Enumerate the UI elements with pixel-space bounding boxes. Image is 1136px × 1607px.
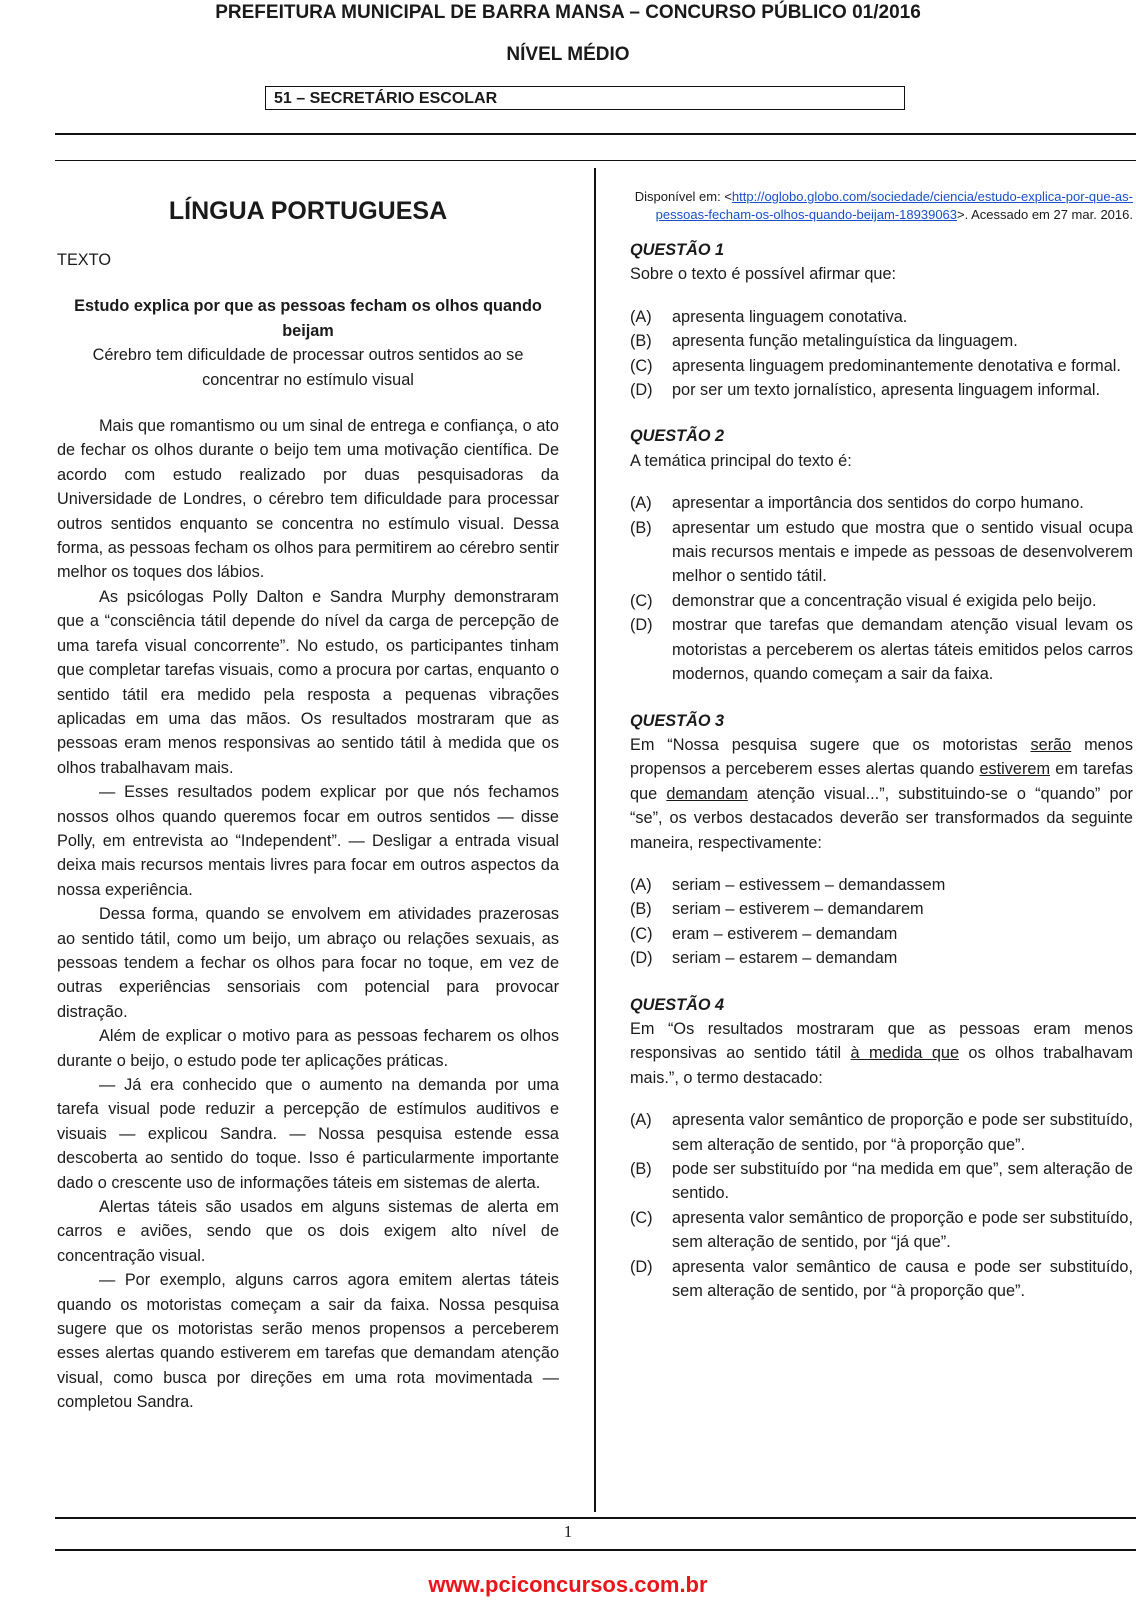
option-b[interactable]: (B) seriam – estiverem – demandarem [630, 900, 924, 919]
option-b[interactable]: (B) apresenta função metalinguística da linguagem. [630, 332, 1018, 351]
option-a[interactable]: (A) seriam – estivessem – demandassem [630, 875, 946, 894]
option-a[interactable]: (A) apresentar a importância dos sentidos do corpo humano. [630, 494, 1084, 513]
question-stem: Em “Nossa pesquisa sugere que os motoristas serão menos propensos a perceberem esses alertas quando estiverem em tarefas que demandam atenção visual...”, substituindo-se o “quando” por “se”, os verbos destacados deverão ser transformados da seguinte maneira, respectivamente: [630, 735, 1133, 852]
underlined-verb: serão [1030, 735, 1072, 754]
header-rule-bottom [55, 160, 1136, 161]
underlined-verb: demandam [666, 784, 748, 803]
article-paragraph: Mais que romantismo ou um sinal de entrega e confiança, o ato de fechar os olhos durante o beijo tem uma motivação científica. De acordo com estudo realizado por duas pesquisadoras da Universidade de Londres, o cérebro tem dificuldade para processar outros sentidos enquanto se concentra no estímulo visual. Dessa forma, as pessoas fecham os olhos para permitirem ao cérebro sentir melhor os toques dos lábios. [57, 417, 559, 582]
left-column [57, 190, 559, 1415]
header-rule-top [55, 133, 1136, 135]
question-3 [630, 709, 1133, 971]
question-stem: Em “Os resultados mostraram que as pessoas eram menos responsivas ao sentido tátil à medida que os olhos trabalhavam mais.”, o termo destacado: [630, 1019, 1133, 1087]
article-subtitle: Cérebro tem dificuldade de processar outros sentidos ao se concentrar no estímulo visual [92, 346, 524, 389]
article-title: Estudo explica por que as pessoas fecham os olhos quando beijam [74, 297, 542, 340]
question-4 [630, 993, 1133, 1304]
texto-label: TEXTO [57, 251, 111, 269]
option-a[interactable]: (A) apresenta linguagem conotativa. [630, 307, 908, 326]
question-1 [630, 238, 1133, 402]
article-paragraph: As psicólogas Polly Dalton e Sandra Murphy demonstraram que a “consciência tátil depende do nível da carga de percepção de uma tarefa visual concorrente”. No estudo, os participantes tinham que completar tarefas visuais, como a procura por cartas, enquanto o sentido tátil era medido pela resposta a pequenas vibrações aplicadas em uma das mãos. Os resultados mostraram que as pessoas eram menos responsivas ao sentido tátil à medida que os olhos trabalhavam mais. [57, 587, 559, 777]
option-c[interactable]: (C) eram – estiverem – demandam [630, 924, 898, 943]
exam-level: NÍVEL MÉDIO [506, 44, 630, 65]
footer-rule-top [55, 1517, 1136, 1519]
question-title: QUESTÃO 3 [630, 711, 725, 730]
question-title: QUESTÃO 4 [630, 995, 725, 1014]
question-title: QUESTÃO 2 [630, 427, 725, 446]
option-b[interactable]: (B) apresentar um estudo que mostra que o sentido visual ocupa mais recursos mentais e impede as pessoas de desenvolverem melhor o sentido tátil. [630, 518, 1133, 586]
source-suffix: >. Acessado em 27 mar. 2016. [957, 207, 1133, 222]
page-number: 1 [563, 1522, 573, 1541]
underlined-term: à medida que [850, 1044, 959, 1063]
option-b[interactable]: (B) pode ser substituído por “na medida em que”, sem alteração de sentido. [630, 1160, 1133, 1203]
article-paragraph: Além de explicar o motivo para as pessoas fecharem os olhos durante o beijo, o estudo pode ter aplicações práticas. [57, 1027, 559, 1070]
option-d[interactable]: (D) apresenta valor semântico de causa e pode ser substituído, sem alteração de sentido, por “à proporção que”. [630, 1257, 1133, 1301]
source-link[interactable]: http://oglobo.globo.com/sociedade/ciencia/estudo-explica-por-que-as-pessoas-fecham-os-olhos-quando-beijam-18939063 [655, 189, 1133, 222]
option-c[interactable]: (C) apresenta linguagem predominantemente denotativa e formal. [630, 356, 1121, 375]
article-paragraph: — Já era conhecido que o aumento na demanda por uma tarefa visual pode reduzir a percepção de estímulos auditivos e visuais — explicou Sandra. — Nossa pesquisa estende essa descoberta ao sentido do toque. Isso é particularmente importante dado o crescente uso de informações táteis em sistemas de alerta. [57, 1076, 559, 1192]
option-d[interactable]: (D) por ser um texto jornalístico, apresenta linguagem informal. [630, 381, 1101, 400]
article-paragraph: Dessa forma, quando se envolvem em atividades prazerosas ao sentido tátil, como um beijo, um abraço ou relações sexuais, as pessoas tendem a fechar os olhos para focar no toque, em vez de outras experiências sensoriais com potencial para provocar distração. [57, 905, 559, 1021]
option-a[interactable]: (A) apresenta valor semântico de proporção e pode ser substituído, sem alteração de sentido, por “à proporção que”. [630, 1111, 1133, 1154]
question-title: QUESTÃO 1 [630, 241, 725, 259]
cargo-box: 51 – SECRETÁRIO ESCOLAR [265, 86, 905, 110]
question-2 [630, 424, 1133, 686]
option-c[interactable]: (C) demonstrar que a concentração visual é exigida pelo beijo. [630, 591, 1097, 610]
question-stem: A temática principal do texto é: [630, 451, 852, 470]
article-paragraph: — Esses resultados podem explicar por que nós fechamos nossos olhos quando queremos focar em outros sentidos — disse Polly, em entrevista ao “Independent”. — Desligar a entrada visual deixa mais recursos mentais livres para focar em outros aspectos da nossa experiência. [57, 783, 559, 899]
section-title: LÍNGUA PORTUGUESA [168, 197, 448, 225]
source-prefix: Disponível em: < [634, 189, 732, 204]
underlined-verb: estiverem [979, 760, 1051, 779]
option-d[interactable]: (D) seriam – estarem – demandam [630, 949, 898, 968]
column-divider [594, 168, 596, 1512]
right-column [630, 190, 1133, 1303]
option-d[interactable]: (D) mostrar que tarefas que demandam atenção visual levam os motoristas a perceberem os alertas táteis emitidos pelos carros modernos, quando começam a sair da faixa. [630, 616, 1133, 684]
article-paragraph: — Por exemplo, alguns carros agora emitem alertas táteis quando os motoristas começam a sair da faixa. Nossa pesquisa sugere que os motoristas serão menos propensos a perceberem esses alertas quando estiverem em tarefas que demandam atenção visual, como busca por direções em uma rota movimentada — completou Sandra. [57, 1271, 559, 1412]
footer-rule-bottom [55, 1549, 1136, 1551]
question-stem: Sobre o texto é possível afirmar que: [630, 265, 897, 284]
footer-website[interactable]: www.pciconcursos.com.br [428, 1572, 708, 1597]
source-citation [630, 188, 1133, 224]
exam-header-title: PREFEITURA MUNICIPAL DE BARRA MANSA – CONCURSO PÚBLICO 01/2016 [215, 2, 921, 23]
option-c[interactable]: (C) apresenta valor semântico de proporção e pode ser substituído, sem alteração de sentido, por “já que”. [630, 1208, 1133, 1252]
article-paragraph: Alertas táteis são usados em alguns sistemas de alerta em carros e aviões, sendo que os dois exigem alto nível de concentração visual. [57, 1198, 559, 1265]
